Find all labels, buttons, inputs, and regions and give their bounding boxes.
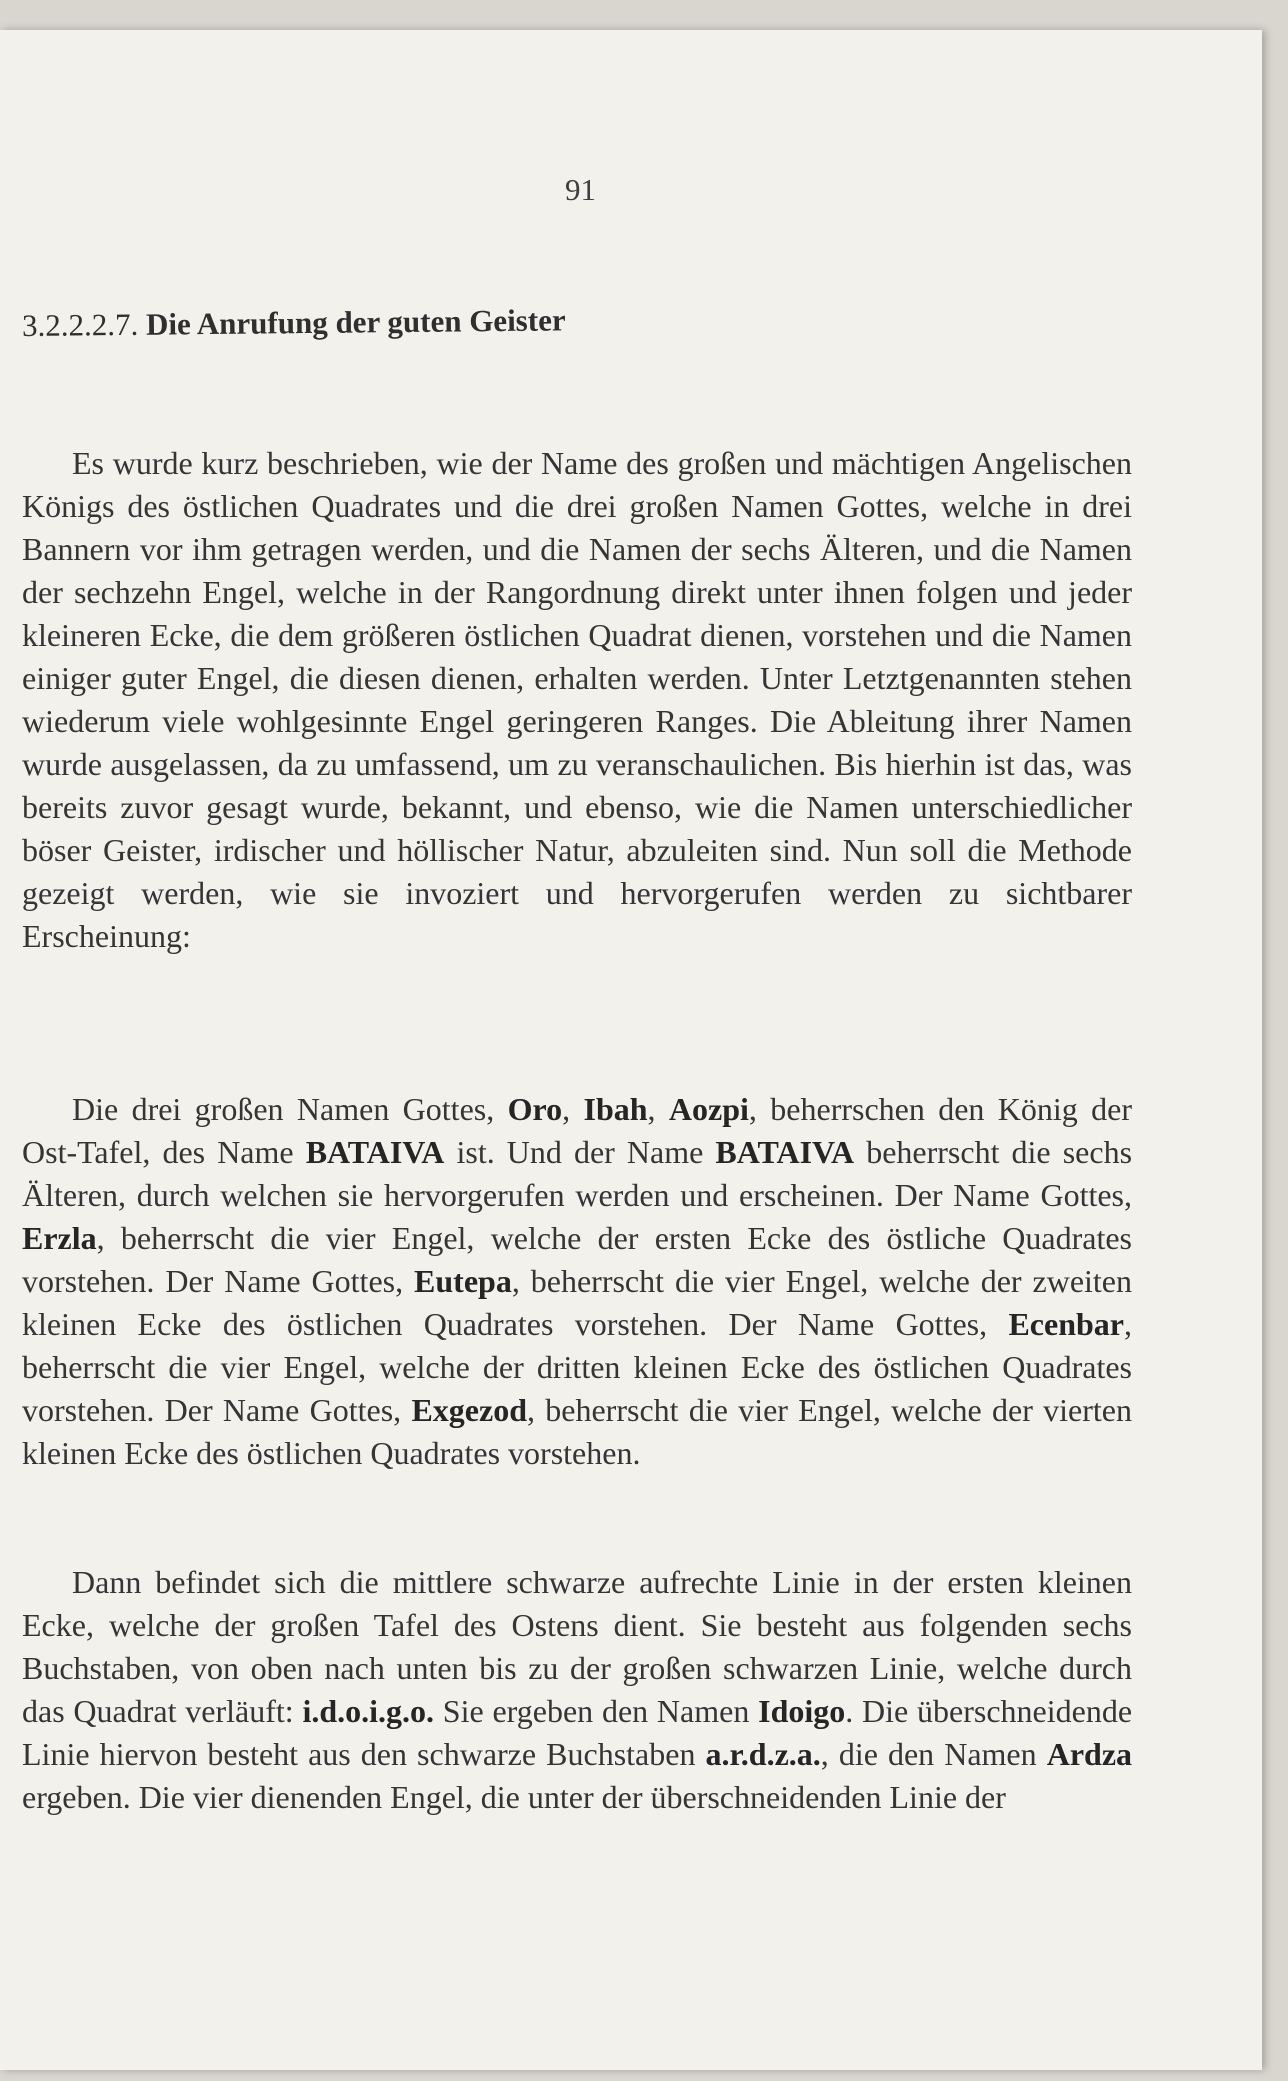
- paragraph-2: [22, 1088, 1132, 1475]
- paragraph-text: [22, 1088, 1132, 1475]
- bold-name: BATAIVA: [305, 1134, 445, 1170]
- bold-name: Erzla: [22, 1220, 97, 1256]
- bold-name: Exgezod: [411, 1392, 527, 1428]
- bold-name: Oro: [507, 1091, 563, 1127]
- paragraph-text: [22, 1561, 1132, 1819]
- bold-name: a.r.d.z.a.: [705, 1736, 821, 1772]
- bold-name: Idoigo: [758, 1693, 846, 1729]
- text-run: , beherrschen den König der Ost-Tafel, des Name: [22, 1091, 1133, 1170]
- bold-name: Ardza: [1046, 1736, 1133, 1772]
- paragraph-text: [22, 442, 1132, 958]
- text-run: Es wurde kurz beschrieben, wie der Name des großen und mächtigen Angelischen Königs des östlichen Quadrates und die drei großen Namen Gottes, welche in drei Bannern vor ihm getragen werden, und die Namen der sechs Älteren, und die Namen der sechzehn Engel, welche in der Rangordnung direkt unter ihnen folgen und jeder kleineren Ecke, die dem größeren östlichen Quadrat dienen, vorstehen und die Namen einiger guter Engel, die diesen dienen, erhalten werden. Unter Letztgenannten stehen wiederum viele wohlgesinnte Engel geringeren Ranges. Die Ableitung ihrer Namen wurde ausgelassen, da zu umfassend, um zu veranschaulichen. Bis hierhin ist das, was bereits zuvor gesagt wurde, bekannt, und ebenso, wie die Namen unterschiedlicher böser Geister, irdischer und höllischer Natur, abzuleiten sind. Nun soll die Methode gezeigt werden, wie sie invoziert und hervorgerufen werden zu sichtbarer Erscheinung:: [22, 445, 1132, 954]
- book-page: [0, 30, 1262, 2070]
- paragraph-1: [22, 442, 1132, 958]
- paragraph-3: [22, 1561, 1132, 1819]
- text-run: ,: [647, 1091, 669, 1127]
- text-run: beherrscht die sechs Älteren, durch welchen sie hervorgerufen werden und erscheinen. Der Name Gottes,: [22, 1134, 1133, 1213]
- text-run: , beherrscht die vier Engel, welche der dritten kleinen Ecke des östlichen Quadrates vorstehen. Der Name Gottes,: [22, 1306, 1132, 1428]
- text-run: ,: [562, 1091, 584, 1127]
- bold-name: i.d.o.i.g.o.: [302, 1693, 435, 1729]
- bold-name: BATAIVA: [715, 1134, 855, 1170]
- bold-name: Eutepa: [414, 1263, 512, 1299]
- text-run: Sie ergeben den Namen: [434, 1693, 759, 1729]
- text-run: ergeben. Die vier dienenden Engel, die unter der überschneidenden Linie der: [22, 1779, 1006, 1815]
- text-run: ist. Und der Name: [444, 1134, 716, 1170]
- section-title: Die Anrufung der guten Geister: [145, 302, 566, 342]
- text-run: , beherrscht die vier Engel, welche der ersten Ecke des östliche Quadrates vorstehen. Der Name Gottes,: [22, 1220, 1132, 1299]
- section-number: 3.2.2.2.7.: [21, 306, 139, 343]
- text-run: , beherrscht die vier Engel, welche der zweiten kleinen Ecke des östlichen Quadrates vorstehen. Der Name Gottes,: [22, 1263, 1133, 1342]
- text-run: . Die überschneidende Linie hiervon besteht aus den schwarze Buchstaben: [22, 1693, 1133, 1772]
- text-run: Die drei großen Namen Gottes,: [72, 1091, 508, 1127]
- text-run: , die den Namen: [820, 1736, 1047, 1772]
- bold-name: Ibah: [583, 1091, 648, 1127]
- page-number: 91: [565, 172, 596, 207]
- bold-name: Ecenbar: [1008, 1306, 1124, 1342]
- text-run: , beherrscht die vier Engel, welche der vierten kleinen Ecke des östlichen Quadrates vorstehen.: [22, 1392, 1133, 1471]
- section-heading: [22, 302, 566, 344]
- text-run: Dann befindet sich die mittlere schwarze aufrechte Linie in der ersten kleinen Ecke, welche der großen Tafel des Ostens dient. Sie besteht aus folgenden sechs Buchstaben, von oben nach unten bis zu der großen schwarzen Linie, welche durch das Quadrat verläuft:: [22, 1564, 1132, 1729]
- bold-name: Aozpi: [668, 1091, 749, 1127]
